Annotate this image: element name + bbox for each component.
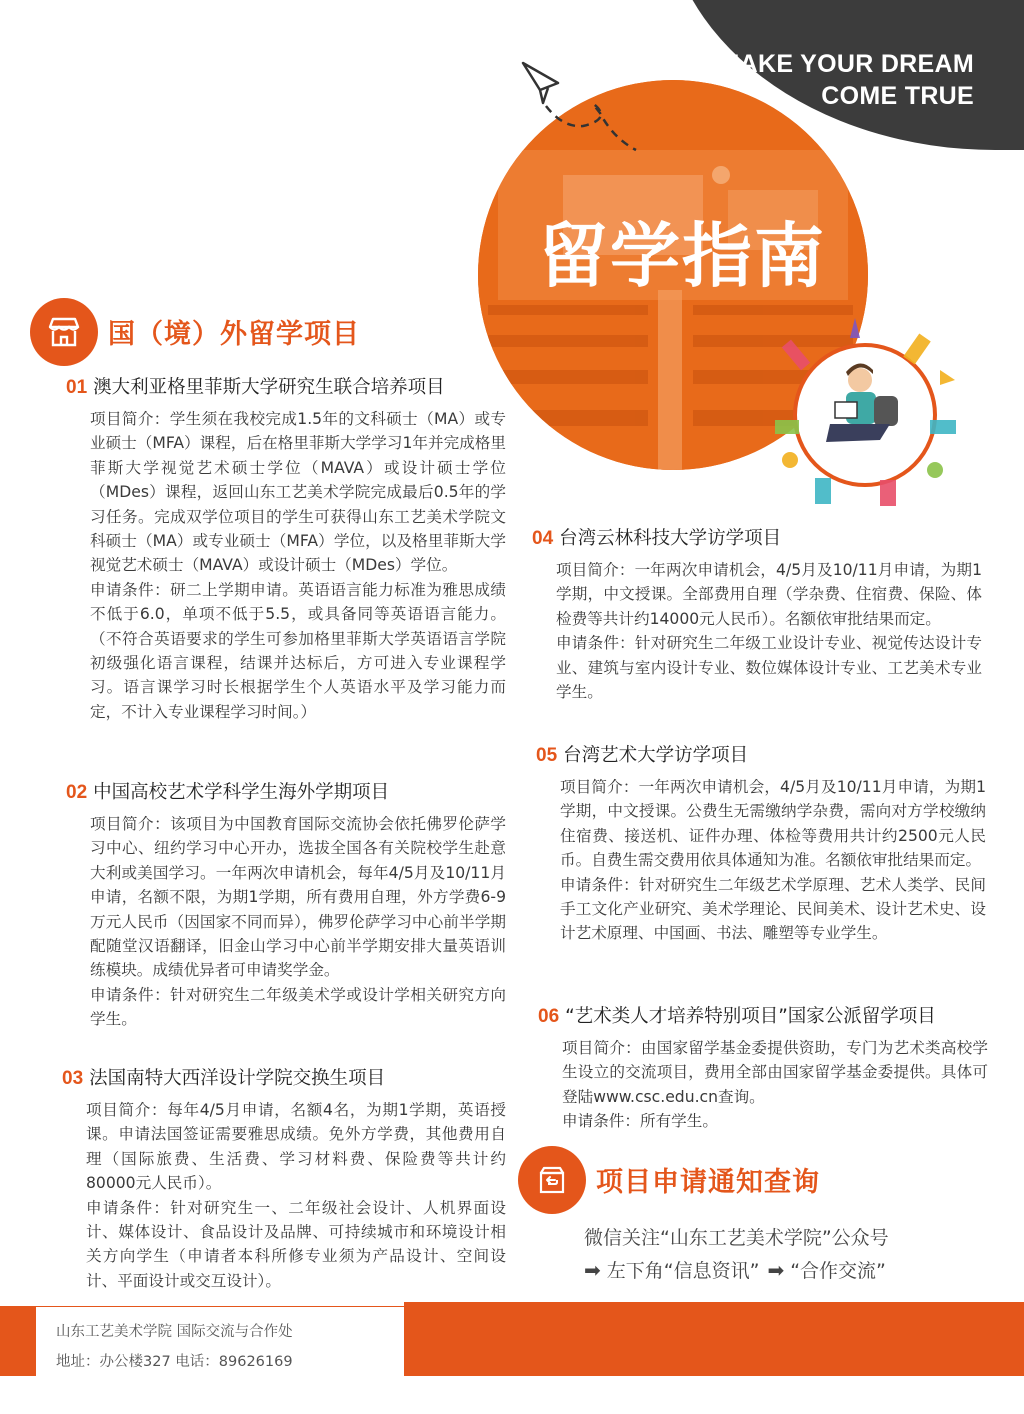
- project-body: [66, 812, 506, 1032]
- hero-title: 留学指南: [538, 215, 826, 297]
- project-intro: 项目简介：该项目为中国教育国际交流协会依托佛罗伦萨学习中心、纽约学习中心开办，选拔全国各有关院校学生赴意大利或美国学习。一年两次申请机会，每年4/5月及10/11月申请，名额不限，为期1学期，所有费用自理，外方学费6-9万元人民币（因国家不同而异），佛罗伦萨学习中心前半学期配随堂汉语翻译，旧金山学习中心前半学期安排大量英语训练模块。成绩优异者可申请奖学金。: [90, 815, 506, 980]
- project-04: [532, 524, 982, 704]
- return-box-icon: [537, 1165, 567, 1195]
- project-intro: 项目简介：学生须在我校完成1.5年的文科硕士（MA）或专业硕士（MFA）课程，后在格里菲斯大学学习1年并完成格里菲斯大学视觉艺术硕士学位（MAVA）或设计硕士学位（MDes）课程，返回山东工艺美术学院完成最后0.5年的学习任务。完成双学位项目的学生可获得山东工艺美术学院文科硕士（MA）或专业硕士（MFA）学位，以及格里菲斯大学视觉艺术硕士（MAVA）或设计硕士（MDes）学位。: [90, 410, 506, 575]
- project-title: 台湾云林科技大学访学项目: [559, 528, 782, 549]
- project-body: [538, 1036, 988, 1134]
- project-header: [66, 373, 506, 399]
- project-header: [538, 1002, 988, 1028]
- project-body: [536, 775, 986, 946]
- paper-plane-icon: [518, 58, 648, 158]
- footer-org: 山东工艺美术学院 国际交流与合作处: [56, 1324, 293, 1340]
- project-header: [66, 778, 506, 804]
- project-number: 02: [66, 782, 88, 803]
- footer-accent-right: [404, 1302, 1024, 1376]
- project-header: [532, 524, 982, 550]
- project-condition: 申请条件：针对研究生二年级艺术学原理、艺术人类学、民间手工文化产业研究、美术学理论、民间美术、设计艺术史、设计艺术原理、中国画、书法、雕塑等专业学生。: [560, 875, 986, 943]
- project-condition: 申请条件：针对研究生二年级美术学或设计学相关研究方向学生。: [90, 985, 506, 1029]
- project-number: 04: [532, 528, 554, 549]
- project-header: [62, 1064, 506, 1090]
- project-title: 法国南特大西洋设计学院交换生项目: [89, 1068, 386, 1089]
- project-condition: 申请条件：所有学生。: [562, 1112, 718, 1131]
- project-intro: 项目简介：每年4/5月申请，名额4名，为期1学期，英语授课。申请法国签证需要雅思成绩。免外方学费，其他费用自理（国际旅费、生活费、学习材料费、保险费等共计约80000元人民币）。: [86, 1101, 506, 1193]
- project-number: 06: [538, 1006, 560, 1027]
- tagline-line1: MAKE YOUR DREAM: [718, 50, 974, 78]
- project-condition: 申请条件：研二上学期申请。英语语言能力标准为雅思成绩不低于6.0，单项不低于5.5，或具备同等英语语言能力。（不符合英语要求的学生可参加格里菲斯大学英语语言学院初级强化语言课程，结课并达标后，方可进入专业课程学习。语言课学习时长根据学生个人英语水平及学习能力而定，不计入专业课程学习时间。）: [90, 580, 506, 721]
- project-01: [66, 373, 506, 724]
- section-query-title: 项目申请通知查询: [596, 1167, 820, 1198]
- travel-illustration: [760, 310, 970, 520]
- project-title: 澳大利亚格里菲斯大学研究生联合培养项目: [93, 377, 445, 398]
- tagline-line2: COME TRUE: [821, 82, 974, 110]
- project-condition: 申请条件：针对研究生二年级工业设计专业、视觉传达设计专业、建筑与室内设计专业、数位媒体设计专业、工艺美术专业学生。: [556, 634, 982, 702]
- project-title: “艺术类人才培养特别项目”国家公派留学项目: [565, 1006, 936, 1027]
- project-body: [66, 407, 506, 724]
- arrow-right-icon: ➡: [584, 1258, 601, 1282]
- section-abroad-title: 国（境）外留学项目: [108, 319, 360, 350]
- query-instructions: [584, 1222, 889, 1287]
- footer-accent-left: [0, 1306, 36, 1376]
- project-06: [538, 1002, 988, 1134]
- project-intro: 项目简介：由国家留学基金委提供资助，专门为艺术类高校学生设立的交流项目，费用全部由国家留学基金委提供。具体可登陆www.csc.edu.cn查询。: [562, 1039, 988, 1106]
- project-number: 05: [536, 745, 558, 766]
- footer-contact: 地址：办公楼327 电话：89626169: [56, 1354, 293, 1370]
- footer-divider: [36, 1306, 404, 1307]
- project-number: 03: [62, 1068, 84, 1089]
- project-header: [536, 741, 986, 767]
- project-intro: 项目简介：一年两次申请机会，4/5月及10/11月申请，为期1学期，中文授课。全部费用自理（学杂费、住宿费、保险、体检费等共计约14000元人民币）。名额依审批结果而定。: [556, 561, 982, 628]
- section-query-badge: [518, 1146, 586, 1214]
- project-02: [66, 778, 506, 1032]
- storefront-icon: [47, 317, 81, 347]
- query-line2: [584, 1254, 889, 1287]
- project-intro: 项目简介：一年两次申请机会，4/5月及10/11月申请，为期1学期，中文授课。公费生无需缴纳学杂费，需向对方学校缴纳住宿费、接送机、证件办理、体检等费用共计约2500元人民币。自费生需交费用依具体通知为准。名额依审批结果而定。: [560, 778, 986, 870]
- project-05: [536, 741, 986, 946]
- project-number: 01: [66, 377, 88, 398]
- project-title: 中国高校艺术学科学生海外学期项目: [93, 782, 390, 803]
- query-step2: “合作交流”: [790, 1260, 886, 1282]
- arrow-right-icon: ➡: [767, 1258, 785, 1282]
- project-condition: 申请条件：针对研究生一、二年级社会设计、人机界面设计、媒体设计、食品设计及品牌、可持续城市和环境设计相关方向学生（申请者本科所修专业须为产品设计、空间设计、平面设计或交互设计）。: [86, 1198, 506, 1290]
- project-body: [532, 558, 982, 704]
- query-line1: 微信关注“山东工艺美术学院”公众号: [584, 1227, 889, 1249]
- project-03: [62, 1064, 506, 1293]
- section-abroad-badge: [30, 298, 98, 366]
- project-title: 台湾艺术大学访学项目: [563, 745, 749, 766]
- project-body: [62, 1098, 506, 1293]
- query-step1: 左下角“信息资讯”: [606, 1260, 760, 1282]
